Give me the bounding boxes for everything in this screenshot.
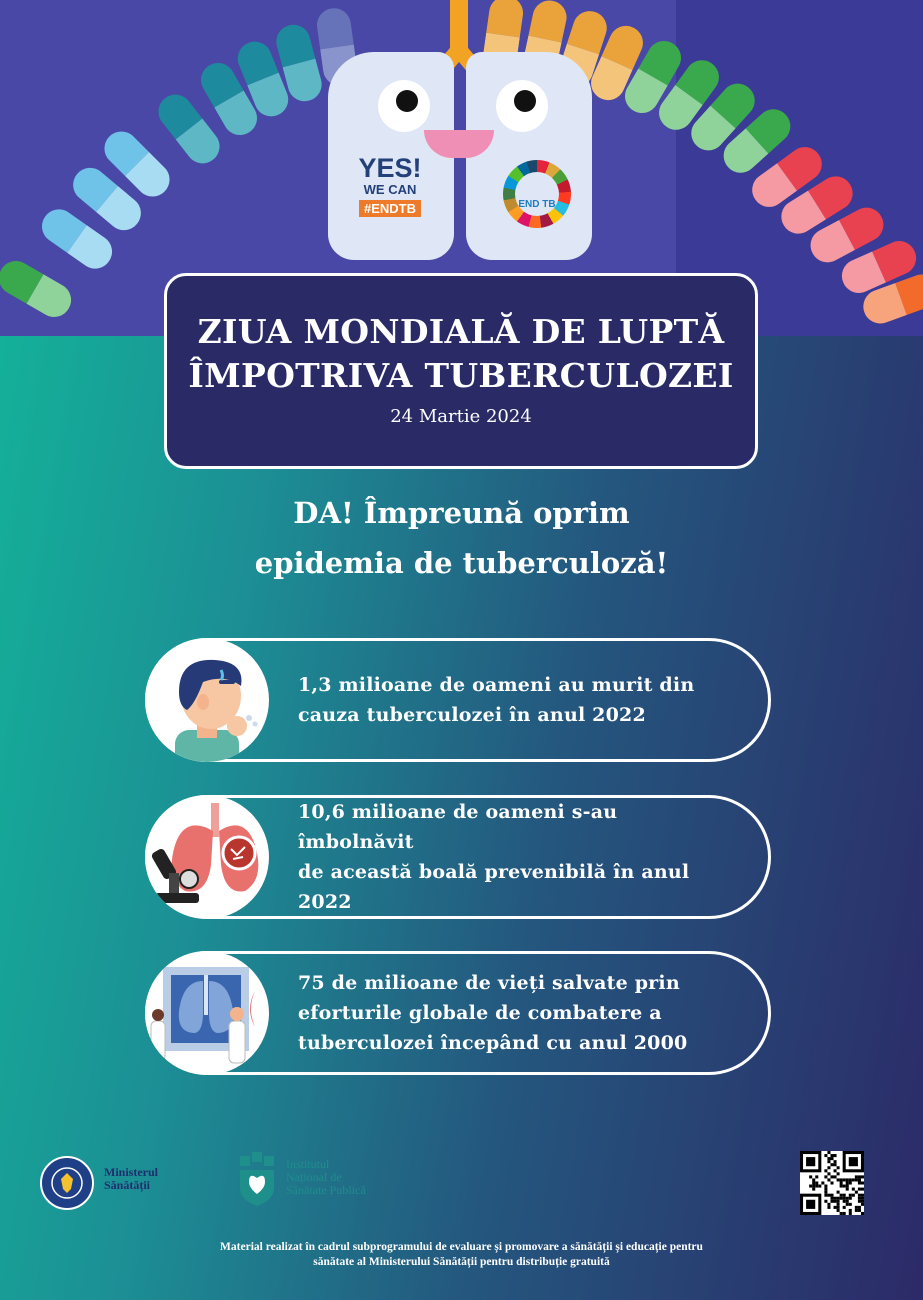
eye-left-icon <box>378 80 430 132</box>
eye-right-icon <box>496 80 548 132</box>
fact-3-line-2: eforturile globale de combatere a <box>298 1002 662 1024</box>
insp-line-1: Institutul <box>286 1157 330 1171</box>
sdg-end-tb-logo <box>503 160 571 228</box>
fact-text-lives-saved <box>298 954 738 1072</box>
footer-line-1: Material realizat în cadrul subprogramului de evaluare și promovare a sănătății și educație pentru <box>220 1241 703 1253</box>
title-box <box>164 273 758 469</box>
fact-3-line-3: tuberculozei începând cu anul 2000 <box>298 1032 688 1054</box>
lung-xray-doctors-icon <box>145 951 269 1075</box>
fact-card-infections <box>145 795 771 919</box>
insp-shield-icon <box>238 1152 276 1206</box>
ministry-name <box>104 1166 158 1192</box>
insp-name <box>286 1158 366 1197</box>
footer-disclaimer <box>120 1240 803 1270</box>
badge-hashtag: #ENDTB <box>359 200 421 217</box>
fact-3-line-1: 75 de milioane de vieți salvate prin <box>298 972 680 994</box>
footer-line-2: sănătate al Ministerului Sănătății pentru distribuție gratuită <box>313 1256 610 1268</box>
qr-code[interactable] <box>800 1151 864 1215</box>
insp-line-3: Sănătate Publică <box>286 1183 366 1197</box>
event-date: 24 Martie 2024 <box>390 406 532 427</box>
sdg-label: END TB <box>515 172 559 216</box>
ministry-line-2: Sănătății <box>104 1178 151 1192</box>
fact-card-deaths <box>145 638 771 762</box>
ministry-line-1: Ministerul <box>104 1165 158 1179</box>
fact-text-infections <box>298 798 738 916</box>
lungs-microscope-icon <box>145 795 269 919</box>
coughing-person-icon <box>145 638 269 762</box>
page-title-line-2: ÎMPOTRIVA TUBERCULOZEI <box>188 356 734 395</box>
fact-card-lives-saved <box>145 951 771 1075</box>
slogan-line-2: epidemia de tuberculoză! <box>254 546 669 580</box>
page-title-line-1: ZIUA MONDIALĂ DE LUPTĂ <box>197 312 725 351</box>
government-seal-logo <box>40 1156 94 1210</box>
badge-line-1: YES! <box>358 153 422 183</box>
fact-text-deaths <box>298 641 738 759</box>
yes-we-can-badge <box>346 154 434 218</box>
insp-line-2: Național de <box>286 1170 342 1184</box>
fact-2-line-1: 10,6 milioane de oameni s-au îmbolnăvit <box>298 801 618 853</box>
badge-line-2: WE CAN <box>363 182 417 197</box>
slogan <box>100 488 823 588</box>
fact-1-line-1: 1,3 milioane de oameni au murit din <box>298 674 695 696</box>
fact-2-line-2: de această boală prevenibilă în anul 2022 <box>298 861 690 913</box>
slogan-line-1: DA! Împreună oprim <box>293 496 630 530</box>
fact-1-line-2: cauza tuberculozei în anul 2022 <box>298 704 646 726</box>
